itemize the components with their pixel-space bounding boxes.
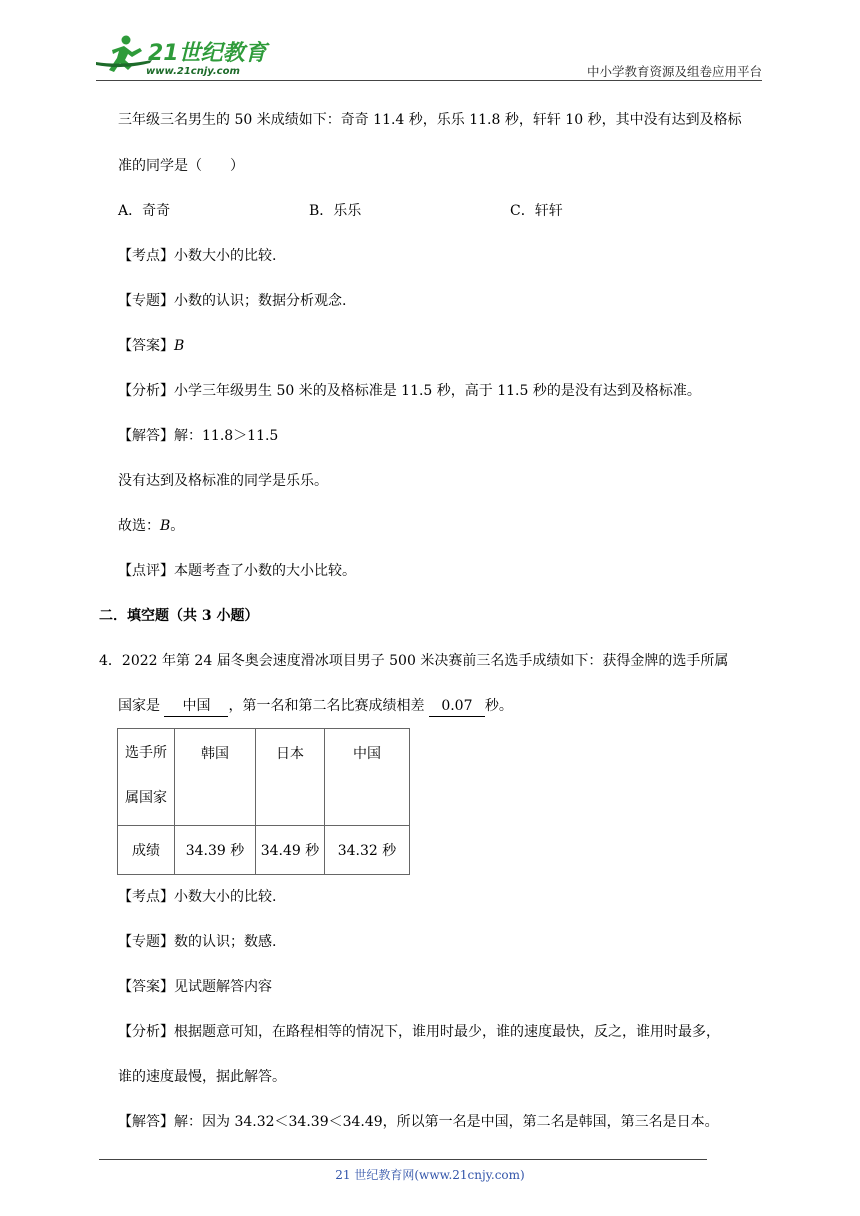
footer-divider [99, 1159, 707, 1160]
score-cell: 34.39 秒 [175, 826, 256, 875]
table-row [118, 729, 410, 826]
header-label-cell [118, 729, 175, 826]
q4-blank-diff: 0.07 [429, 696, 485, 717]
q3-stem-line2: 准的同学是（ ） [118, 158, 244, 174]
logo-text: 21世纪教育 [148, 41, 267, 66]
row-label-cell: 成绩 [118, 826, 175, 875]
q3-guxuan-end: 。 [170, 518, 185, 534]
q3-stem-line1: 三年级三名男生的 50 米成绩如下：奇奇 11.4 秒，乐乐 11.8 秒，轩轩 10 秒，其中没有达到及格标 [118, 112, 742, 128]
footer-text[interactable]: 21 世纪教育网(www.21cnjy.com) [335, 1168, 525, 1182]
q3-jieda: 【解答】解：11.8＞11.5 [118, 428, 279, 444]
score-cell: 34.49 秒 [256, 826, 325, 875]
q3-guxuan-value: B [160, 518, 171, 534]
page-header [92, 32, 762, 80]
q3-fenxi: 【分析】小学三年级男生 50 米的及格标准是 11.5 秒，高于 11.5 秒的是没有达到及格标准。 [118, 383, 701, 399]
q4-stem-line2 [118, 696, 513, 717]
country-cell: 韩国 [175, 729, 256, 826]
q3-guxuan [118, 516, 184, 536]
header-divider [96, 80, 762, 81]
country-cell: 日本 [256, 729, 325, 826]
logo [92, 32, 272, 78]
q3-dianping: 【点评】本题考查了小数的大小比较。 [118, 563, 356, 579]
logo-url: www.21cnjy.com [146, 66, 240, 77]
q3-kaodian: 【考点】小数大小的比较. [118, 248, 277, 264]
header-label-line2: 属国家 [125, 790, 167, 806]
q3-guxuan-label: 故选： [118, 518, 160, 534]
q4-blank-country: 中国 [164, 696, 228, 717]
q4-stem-line1: 4．2022 年第 24 届冬奥会速度滑冰项目男子 500 米决赛前三名选手成绩如下：获得金牌的选手所属 [99, 653, 729, 669]
q4-answer: 【答案】见试题解答内容 [118, 979, 272, 995]
q3-answer-value: B [174, 338, 185, 354]
q3-option-a: A．奇奇 [118, 203, 171, 219]
q4-fenxi-line2: 谁的速度最慢，据此解答。 [118, 1069, 286, 1085]
q4-stem-end: 秒。 [484, 698, 513, 714]
q4-stem-pre: 国家是 [118, 698, 165, 714]
section-title: 二．填空题（共 3 小题） [99, 608, 259, 624]
q4-stem-mid: ，第一名和第二名比赛成绩相差 [228, 698, 429, 714]
q3-jieda2: 没有达到及格标准的同学是乐乐。 [118, 473, 328, 489]
q4-kaodian: 【考点】小数大小的比较. [118, 889, 277, 905]
runner-icon [96, 36, 152, 73]
q3-option-b: B．乐乐 [309, 203, 362, 219]
score-cell: 34.32 秒 [325, 826, 410, 875]
platform-name: 中小学教育资源及组卷应用平台 [586, 64, 762, 79]
q4-jieda: 【解答】解：因为 34.32＜34.39＜34.49，所以第一名是中国，第二名是韩国，第三名是日本。 [118, 1114, 719, 1130]
q3-zhuanti: 【专题】小数的认识；数据分析观念. [118, 293, 347, 309]
header-label-line1: 选手所 [125, 745, 167, 761]
q3-answer [118, 336, 184, 356]
score-table [117, 728, 410, 875]
q3-answer-label: 【答案】 [118, 338, 174, 354]
q4-fenxi-line1: 【分析】根据题意可知，在路程相等的情况下，谁用时最少，谁的速度最快，反之，谁用时最多， [118, 1024, 720, 1040]
q4-zhuanti: 【专题】数的认识；数感. [118, 934, 277, 950]
table-row [118, 826, 410, 875]
q3-option-c: C．轩轩 [510, 203, 563, 219]
country-cell: 中国 [325, 729, 410, 826]
